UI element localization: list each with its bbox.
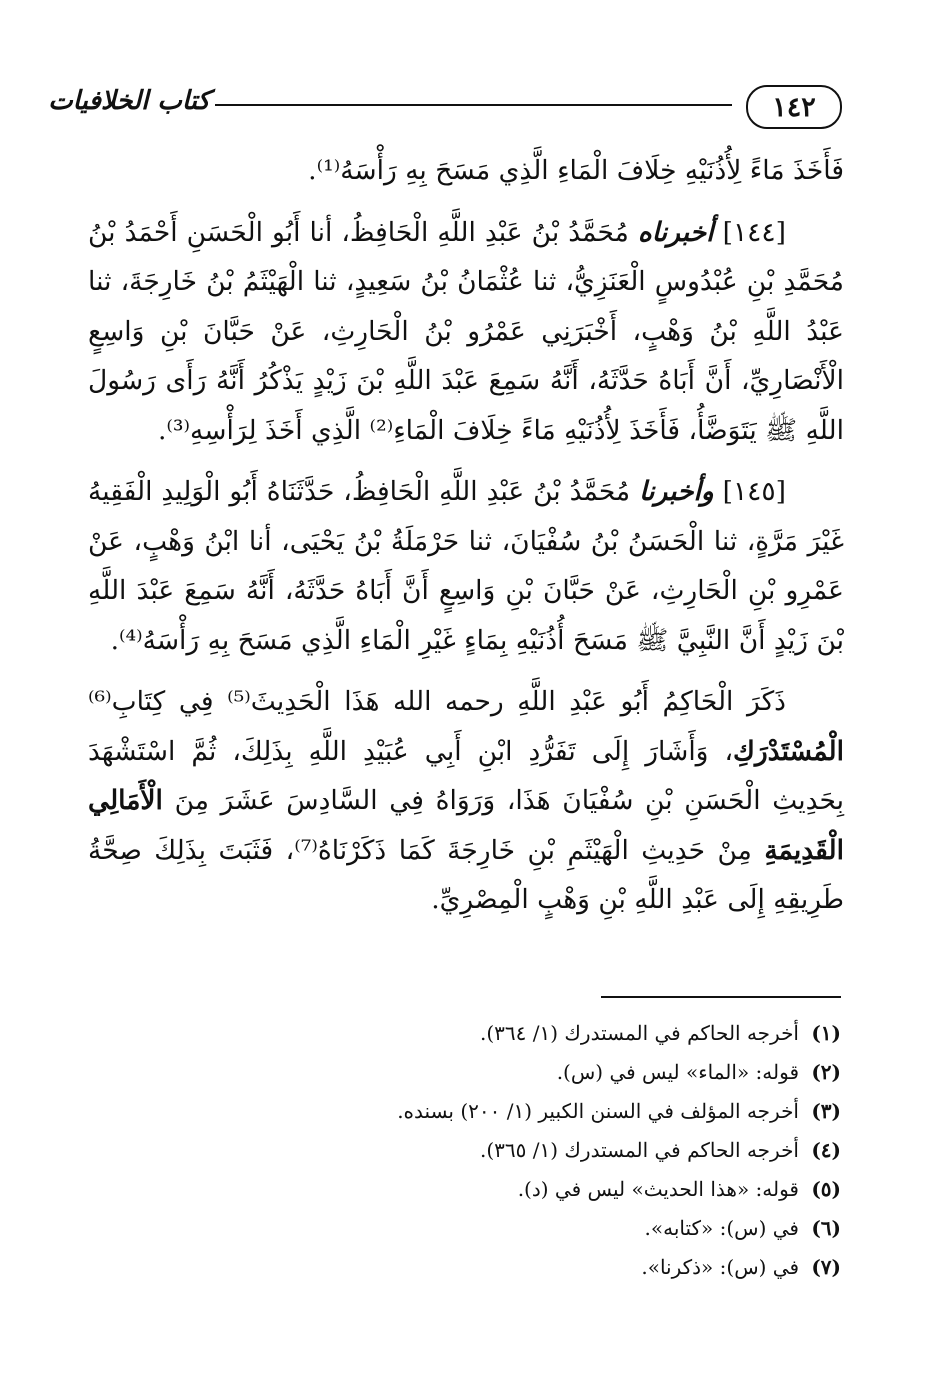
footnote — [121, 1131, 841, 1170]
footnote-text: قوله: «الماء» ليس في (س). — [556, 1060, 799, 1084]
footnote — [121, 1092, 841, 1131]
commentary-text-2: ، وَأَشَارَ إِلَى تَفَرُّدِ ابْنِ أَبِي عُبَيْدِ اللَّهِ بِذَلِكَ، ثُمَّ اسْتَشْهَدَ بِحَدِيثِ الْحَسَنِ بْنِ سُفْيَانَ هَذَا، وَرَوَاهُ فِي السَّادِسَ عَشَرَ مِنَ — [88, 735, 844, 816]
footnotes — [121, 1014, 841, 1287]
footnote-text: قوله: «هذا الحديث» ليس في (د). — [517, 1177, 799, 1201]
hadith-lead-word: أخبرناه — [637, 216, 714, 248]
hadith-text: مُحَمَّدُ بْنُ عَبْدِ اللَّهِ الْحَافِظُ، حَدَّثَنَاهُ أَبُو الْوَلِيدِ الْفَقِيهُ غَيْرَ مَرَّةٍ، ثنا الْحَسَنُ بْنُ سُفْيَانَ، ثنا حَرْمَلَةُ بْنُ يَحْيَى، أنا ابْنُ وَهْبٍ، عَنْ عَمْرِو بْنِ الْحَارِثِ، عَنْ حَبَّانَ بْنِ وَاسِعٍ أَنَّ أَبَاهُ حَدَّثَهُ، أَنَّهُ سَمِعَ عَبْدَ اللَّهِ بْنَ زَيْدٍ أَنَّ النَّبِيَّ ﷺ مَسَحَ أُذُنَيْهِ بِمَاءٍ غَيْرِ الْمَاءِ الَّذِي مَسَحَ بِهِ رَأْسَهُ⁽⁴⁾. — [88, 476, 844, 656]
paragraph-text: فَأَخَذَ مَاءً لِأُذُنَيْهِ خِلَافَ الْمَاءِ الَّذِي مَسَحَ بِهِ رَأْسَهُ⁽¹⁾. — [308, 155, 844, 186]
footnote-text: في (س): «ذكرنا». — [641, 1255, 799, 1279]
footnote-number: (٤) — [811, 1138, 841, 1162]
footnote-text: أخرجه الحاكم في المستدرك (١/ ٣٦٤). — [480, 1021, 799, 1045]
footnote-number: (٢) — [811, 1060, 841, 1084]
book-name-mustadrak: الْمُسْتَدْرَكِ — [733, 735, 844, 767]
hadith-144 — [88, 208, 844, 456]
footnote-number: (١) — [811, 1021, 841, 1045]
footnote — [121, 1209, 841, 1248]
footnote-number: (٦) — [811, 1216, 841, 1240]
footnote-text: في (س): «كتابه». — [644, 1216, 799, 1240]
footnote-separator — [601, 996, 841, 998]
commentary-text-3: مِنْ حَدِيثِ الْهَيْثَمِ بْنِ خَارِجَةَ كَمَا ذَكَرْنَاهُ⁽⁷⁾، فَثَبَتَ بِذَلِكَ صِحَّةُ طَرِيقِهِ إِلَى عَبْدِ اللَّهِ بْنِ وَهْبٍ الْمِصْرِيِّ. — [88, 834, 844, 915]
commentary-text-1: ذَكَرَ الْحَاكِمُ أَبُو عَبْدِ اللَّهِ رحمه الله هَذَا الْحَدِيثَ⁽⁵⁾ فِي كِتَابِ⁽⁶⁾ — [88, 686, 786, 717]
footnote-number: (٧) — [811, 1255, 841, 1279]
hadith-145 — [88, 467, 844, 665]
hadith-number: [١٤٥] — [722, 476, 786, 507]
page-header — [48, 82, 842, 132]
footnote-text: أخرجه المؤلف في السنن الكبير (١/ ٢٠٠) بسنده. — [397, 1099, 799, 1123]
page-number: ١٤٢ — [746, 85, 842, 129]
header-rule — [215, 104, 732, 106]
hadith-lead-word: وأخبرنا — [639, 476, 714, 507]
footnote — [121, 1053, 841, 1092]
paragraph-continuation — [88, 146, 844, 196]
footnote — [121, 1248, 841, 1287]
hadith-number: [١٤٤] — [722, 216, 786, 248]
footnote — [121, 1170, 841, 1209]
book-name-amali: الْأَمَالِي الْقَدِيمَةِ — [88, 785, 844, 866]
commentary-paragraph — [88, 677, 844, 925]
hadith-text: مُحَمَّدُ بْنُ عَبْدِ اللَّهِ الْحَافِظُ، أنا أَبُو الْحَسَنِ أَحْمَدُ بْنُ مُحَمَّدِ بْنِ عُبْدُوسٍ الْعَنَزِيُّ، ثنا عُثْمَانُ بْنُ سَعِيدٍ، ثنا الْهَيْثَمُ بْنُ خَارِجَةَ، ثنا عَبْدُ اللَّهِ بْنُ وَهْبٍ، أَخْبَرَنِي عَمْرُو بْنُ الْحَارِثِ، عَنْ حَبَّانَ بْنِ وَاسِعٍ الْأَنْصَارِيِّ، أَنَّ أَبَاهُ حَدَّثَهُ، أَنَّهُ سَمِعَ عَبْدَ اللَّهِ بْنَ زَيْدٍ يَذْكُرُ أَنَّهُ رَأَى رَسُولَ اللَّهِ ﷺ يَتَوَضَّأُ، فَأَخَذَ لِأُذُنَيْهِ مَاءً خِلَافَ الْمَاءِ⁽²⁾ الَّذِي أَخَذَ لِرَأْسِهِ⁽³⁾. — [88, 216, 844, 446]
footnote-text: أخرجه الحاكم في المستدرك (١/ ٣٦٥). — [480, 1138, 799, 1162]
footnote — [121, 1014, 841, 1053]
footnote-number: (٣) — [811, 1099, 841, 1123]
footnote-number: (٥) — [811, 1177, 841, 1201]
book-title: كتاب الخلافيات — [48, 86, 210, 116]
main-text — [88, 146, 844, 937]
